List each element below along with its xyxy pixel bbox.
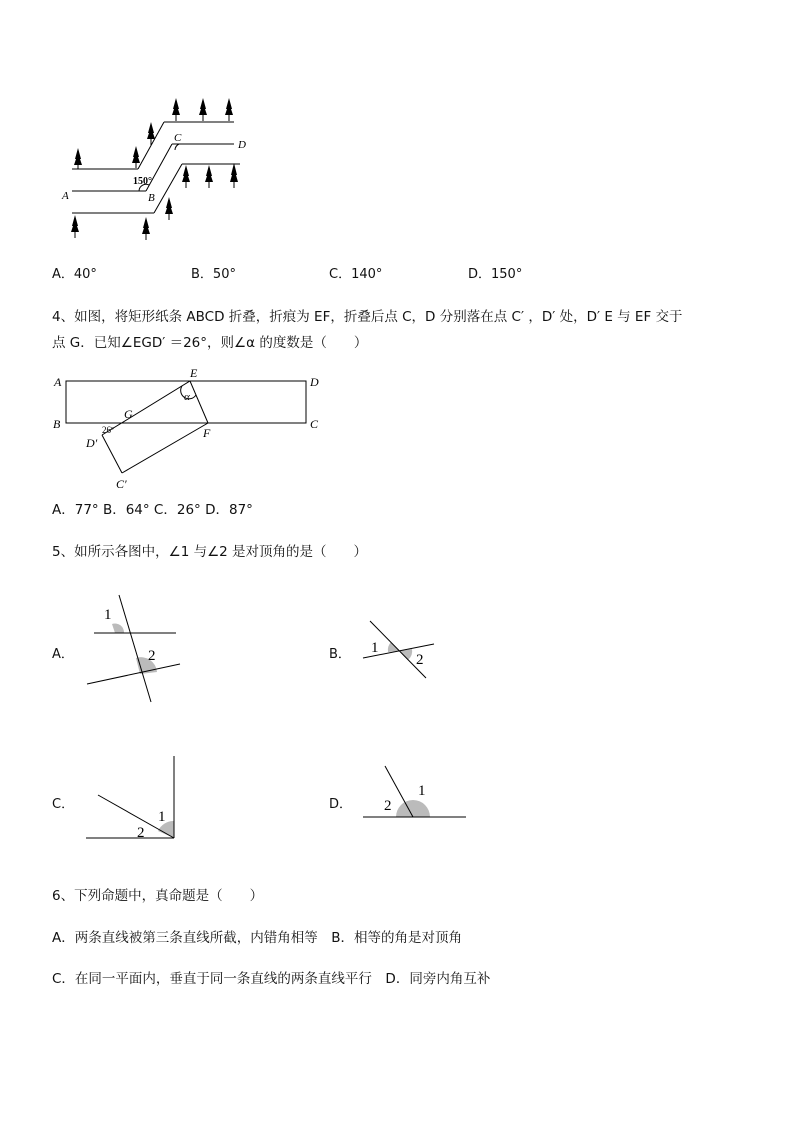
q5-stem: 5、如所示各图中，∠1 与∠2 是对顶角的是（ ） [52, 544, 368, 560]
q5-a-angle-1: 1 [104, 607, 112, 623]
q4-point-d: D [310, 375, 319, 389]
q5-c-angle-1: 1 [158, 809, 166, 825]
q5-d-angle-1: 1 [418, 783, 426, 799]
q4-stem-line1: 4、如图，将矩形纸条 ABCD 折叠，折痕为 EF，折叠后点 C，D 分别落在点 C′ ，D′ 处，D′ E 与 EF 交于 [52, 309, 683, 325]
q4-point-a: A [54, 375, 62, 389]
q4-angle-label: 26º [102, 425, 114, 435]
q5-option-d-label: D． [329, 797, 353, 812]
q5-b-angle-1: 1 [371, 640, 379, 656]
q5-figure-a [84, 592, 184, 704]
q4-stem-line2: 点 G．已知∠EGD′ ＝26°，则∠α 的度数是（ ） [52, 335, 368, 351]
q3-option-c: C．140° [329, 267, 383, 282]
q3-figure [58, 95, 258, 245]
q5-a-angle-2: 2 [148, 648, 156, 664]
q3-option-d: D．150° [468, 267, 523, 282]
q4-point-dprime: D′ [86, 436, 98, 450]
q4-point-c: C [310, 417, 319, 431]
q4-point-f: F [203, 426, 211, 440]
q4-point-b: B [53, 417, 61, 431]
q3-point-d: D [238, 139, 246, 151]
q6-options-line2: C．在同一平面内，垂直于同一条直线的两条直线平行 D．同旁内角互补 [52, 971, 491, 987]
q3-angle-label: 150° [133, 176, 152, 187]
q4-point-g: G [124, 407, 133, 421]
q4-options: A．77° B．64° C．26° D．87° [52, 502, 253, 518]
q5-figure-c [84, 753, 184, 843]
q3-point-c: C [174, 132, 182, 144]
q5-option-a-label: A． [52, 647, 74, 662]
q5-figure-d [360, 762, 470, 822]
q3-option-b: B．50° [191, 267, 236, 282]
q5-figure-b [360, 617, 440, 682]
q5-option-b-label: B． [329, 647, 351, 662]
q6-stem: 6、下列命题中，真命题是（ ） [52, 888, 264, 904]
q4-figure [50, 365, 330, 493]
q3-option-a: A．40° [52, 267, 97, 282]
q5-d-angle-2: 2 [384, 798, 392, 814]
q3-point-b: B [148, 192, 155, 204]
q3-point-a: A [62, 190, 69, 202]
q5-b-angle-2: 2 [416, 652, 424, 668]
q4-point-e: E [190, 366, 198, 380]
q5-c-angle-2: 2 [137, 825, 145, 841]
q4-alpha-label: α [184, 391, 190, 403]
q6-options-line1: A．两条直线被第三条直线所截，内错角相等 B．相等的角是对顶角 [52, 930, 462, 946]
q5-option-c-label: C． [52, 797, 75, 812]
q4-point-cprime: C′ [116, 477, 127, 491]
